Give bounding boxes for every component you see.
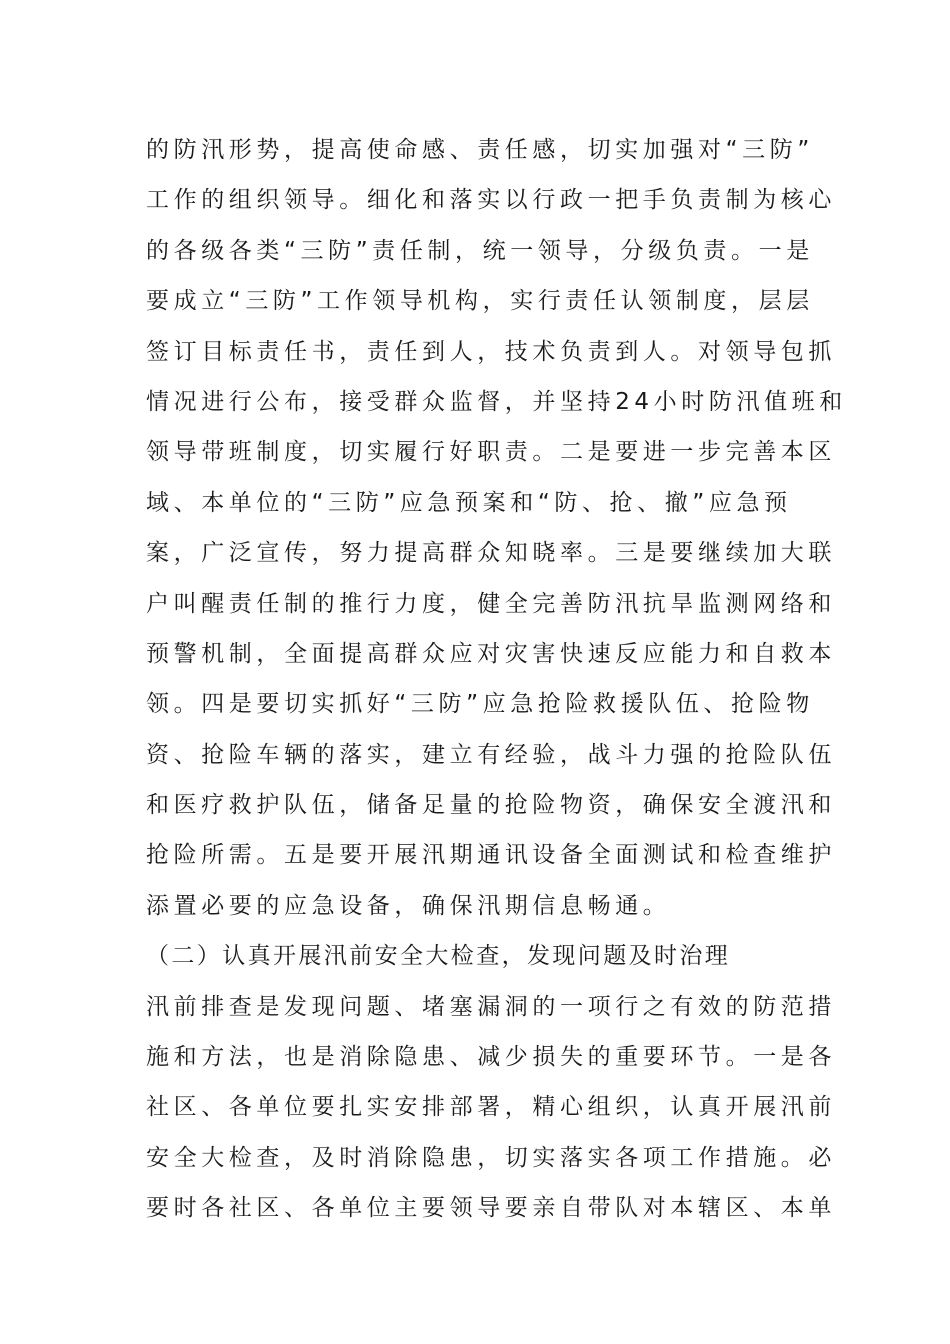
paragraph-line: 添置必要的应急设备，确保汛期信息畅通。 <box>146 892 671 919</box>
paragraph-line: 资、抢险车辆的落实，建立有经验，战斗力强的抢险队伍 <box>146 741 836 768</box>
paragraph-line: 的各级各类“三防”责任制，统一领导，分级负责。一是 <box>146 237 814 264</box>
section-heading: （二）认真开展汛前安全大检查，发现问题及时治理 <box>146 943 731 970</box>
paragraph-line: 抢险所需。五是要开展汛期通讯设备全面测试和检查维护 <box>146 842 836 869</box>
paragraph-line: 案，广泛宣传，努力提高群众知晓率。三是要继续加大联 <box>146 540 836 567</box>
paragraph-line: 汛前排查是发现问题、堵塞漏洞的一项行之有效的防范措 <box>146 993 836 1020</box>
paragraph-line: 领。四是要切实抓好“三防”应急抢险救援队伍、抢险物 <box>146 691 814 718</box>
paragraph-line: 要成立“三防”工作领导机构，实行责任认领制度，层层 <box>146 288 814 315</box>
paragraph-line: 的防汛形势，提高使命感、责任感，切实加强对“三防” <box>146 137 814 163</box>
paragraph-line: 工作的组织领导。细化和落实以行政一把手负责制为核心 <box>146 187 836 214</box>
paragraph-line: 情况进行公布，接受群众监督，并坚持24小时防汛值班和 <box>146 388 847 415</box>
paragraph-line: 户叫醒责任制的推行力度，健全完善防汛抗旱监测网络和 <box>146 590 836 617</box>
paragraph-line: 域、本单位的“三防”应急预案和“防、抢、撤”应急预 <box>146 489 792 516</box>
paragraph-line: 领导带班制度，切实履行好职责。二是要进一步完善本区 <box>146 439 836 466</box>
paragraph-line: 社区、各单位要扎实安排部署，精心组织，认真开展汛前 <box>146 1094 836 1121</box>
paragraph-line: 安全大检查，及时消除隐患，切实落实各项工作措施。必 <box>146 1144 836 1171</box>
paragraph-line: 预警机制，全面提高群众应对灾害快速反应能力和自救本 <box>146 640 836 667</box>
paragraph-line: 施和方法，也是消除隐患、减少损失的重要环节。一是各 <box>146 1044 836 1071</box>
document-body <box>146 125 847 1234</box>
paragraph-line: 和医疗救护队伍，储备足量的抢险物资，确保安全渡汛和 <box>146 792 836 819</box>
paragraph-line: 要时各社区、各单位主要领导要亲自带队对本辖区、本单 <box>146 1195 836 1222</box>
paragraph-line: 签订目标责任书，责任到人，技术负责到人。对领导包抓 <box>146 338 836 365</box>
